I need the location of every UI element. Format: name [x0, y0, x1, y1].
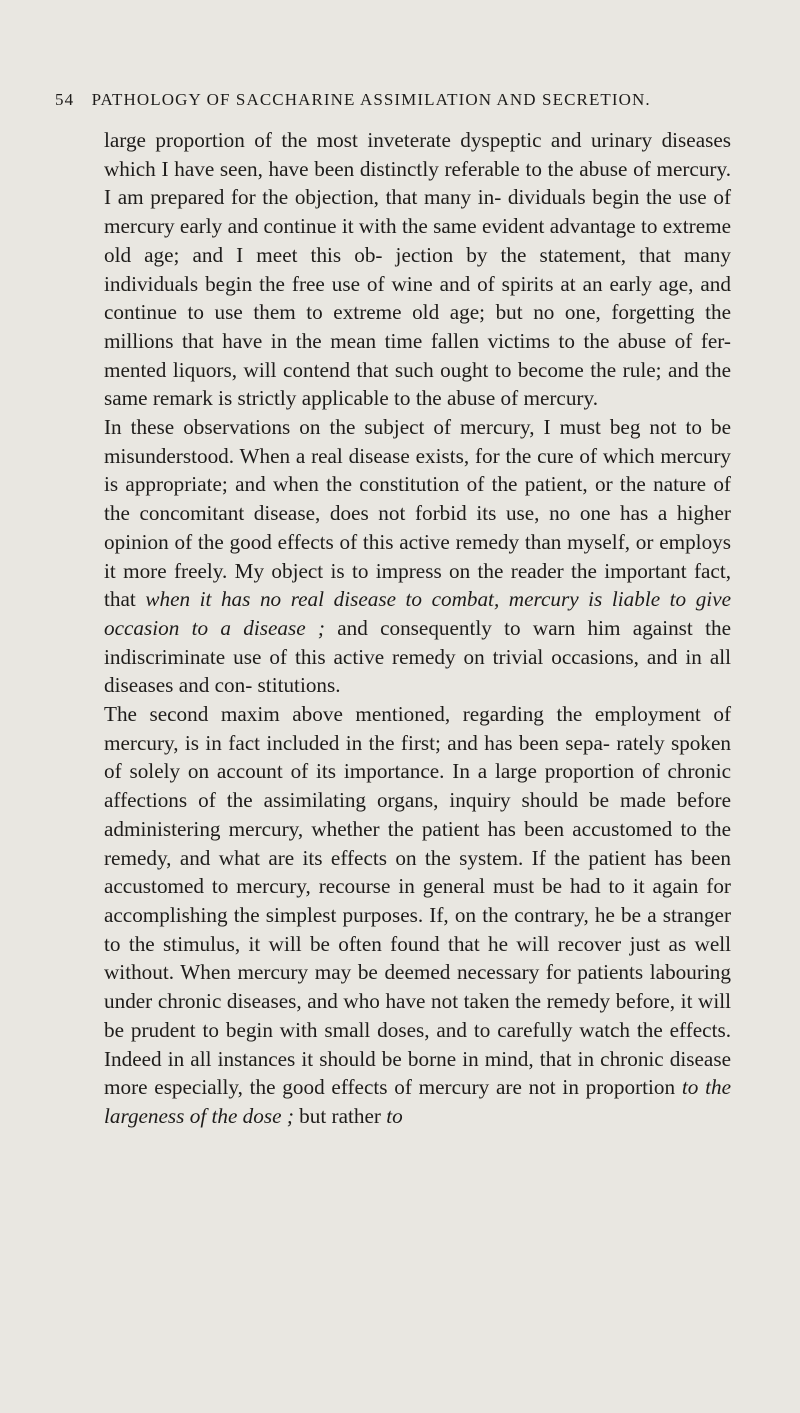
page-number: 54	[55, 90, 75, 109]
italic-text-run: to	[386, 1103, 403, 1128]
text-run: large proportion of the most inveterate dyspeptic and urinary diseases which I have seen, have been distinctly referable to the abuse of mercury. I am prepared for the objection, that many in- dividuals begin the use of mercury early and continue it with the same evident advantage to extreme old age; and I meet this ob- jection by the statement, that many individuals begin the free use of wine and of spirits at an early age, and continue to use them to extreme old age; but no one, forgetting the millions that have in the mean time fallen victims to the abuse of fer- mented liquors, will contend that such ought to become the rule; and the same remark is strictly applicable to the abuse of mercury.	[104, 128, 731, 411]
italic-text-run: to the largeness of the dose ;	[104, 1075, 731, 1128]
text-run: and consequently to warn him against the indiscriminate use of this active remedy on trivial occasions, and in all diseases and con- stitutions.	[104, 615, 731, 698]
paragraph	[104, 126, 731, 413]
paragraph	[104, 413, 731, 700]
text-run: The second maxim above mentioned, regarding the employment of mercury, is in fact included in the first; and has been sepa- rately spoken of solely on account of its importance. In a large proportion of chronic affections of the assimilating organs, inquiry should be made before administering mercury, whether the patient has been accustomed to the remedy, and what are its effects on the system. If the patient has been accustomed to mercury, recourse in general must be had to it again for accomplishing the simplest purposes. If, on the contrary, he be a stranger to the stimulus, it will be often found that he will recover just as well without. When mercury may be deemed necessary for patients labouring under chronic diseases, and who have not taken the remedy before, it will be prudent to begin with small doses, and to carefully watch the effects. Indeed in all instances it should be borne in mind, that in chronic disease more especially, the good effects of mercury are not in proportion	[104, 702, 731, 1100]
running-head	[55, 90, 740, 110]
italic-text-run: when it has no real disease to combat, mercury is liable to give occasion to a disease ;	[104, 587, 731, 640]
text-run: In these observations on the subject of mercury, I must beg not to be misunderstood. When a real disease exists, for the cure of which mercury is appropriate; and when the constitution of the patient, or the nature of the concomitant disease, does not forbid its use, no one has a higher opinion of the good effects of this active remedy than myself, or employs it more freely. My object is to impress on the reader the important fact, that	[104, 415, 731, 612]
paragraph	[104, 700, 731, 1131]
text-run: but rather	[293, 1103, 387, 1128]
running-title: PATHOLOGY OF SACCHARINE ASSIMILATION AND SECRETION.	[91, 90, 651, 109]
body-text	[104, 126, 731, 1131]
